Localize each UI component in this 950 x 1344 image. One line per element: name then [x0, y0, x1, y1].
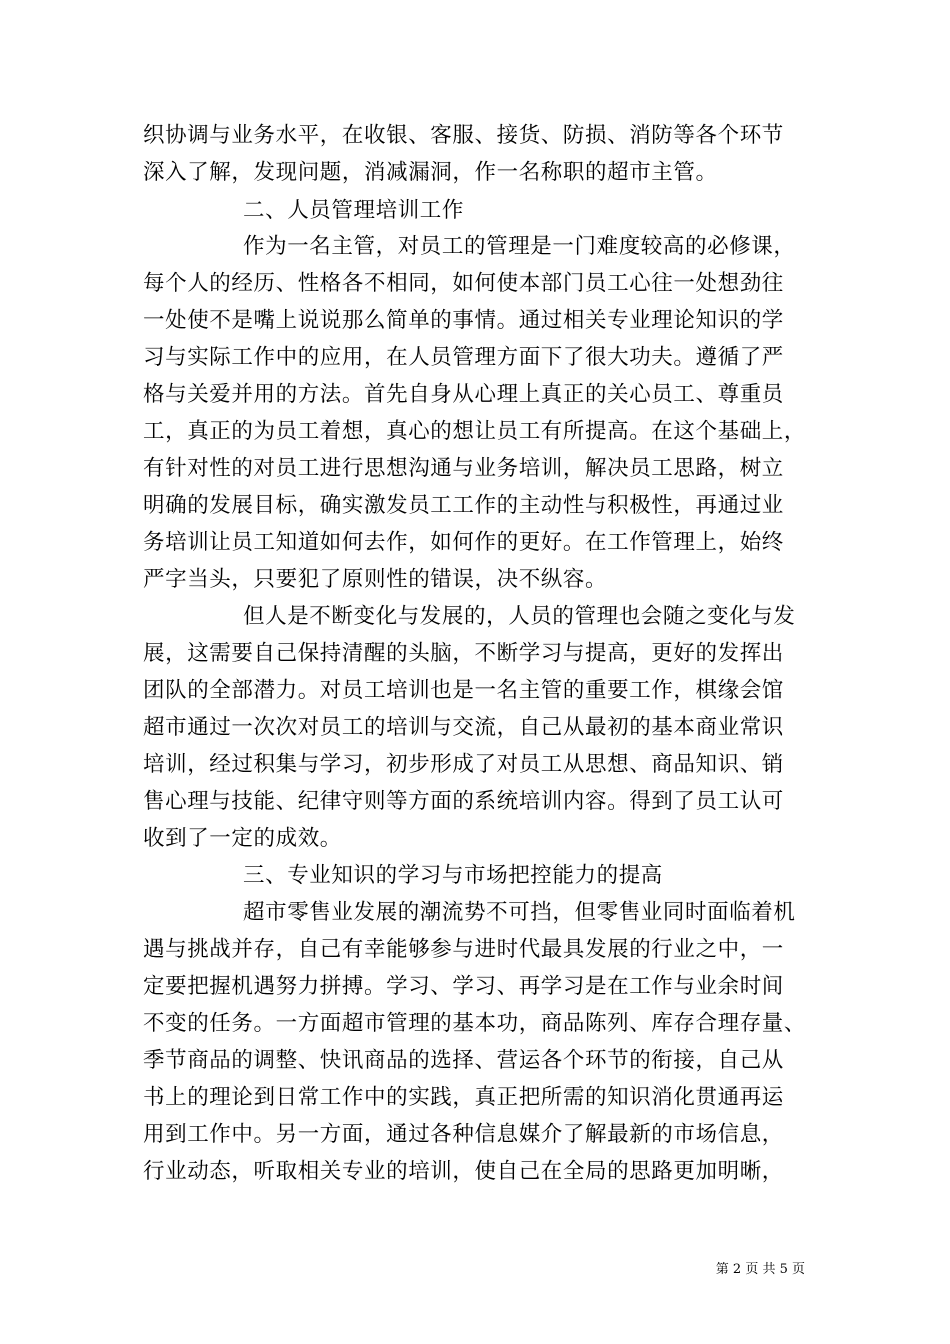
- text-line: 展，这需要自己保持清醒的头脑，不断学习与提高，更好的发挥出: [143, 641, 784, 666]
- page-number-footer: 第 2 页 共 5 页: [715, 1262, 805, 1277]
- text-line: 遇与挑战并存，自己有幸能够参与进时代最具发展的行业之中，一: [143, 937, 784, 962]
- text-line: 习与实际工作中的应用，在人员管理方面下了很大功夫。遵循了严: [143, 345, 784, 370]
- text-line: 但人是不断变化与发展的，人员的管理也会随之变化与发: [243, 604, 796, 629]
- text-line: 超市零售业发展的潮流势不可挡，但零售业同时面临着机: [243, 900, 796, 925]
- text-line: 明确的发展目标，确实激发员工工作的主动性与积极性，再通过业: [143, 493, 784, 518]
- text-line: 培训，经过积集与学习，初步形成了对员工从思想、商品知识、销: [143, 752, 784, 777]
- text-line: 定要把握机遇努力拼搏。学习、学习、再学习是在工作与业余时间: [143, 974, 784, 999]
- text-line: 工，真正的为员工着想，真心的想让员工有所提高。在这个基础上，: [143, 419, 807, 444]
- text-line: 务培训让员工知道如何去作，如何作的更好。在工作管理上，始终: [143, 530, 784, 555]
- section-heading: 三、专业知识的学习与市场把控能力的提高: [243, 863, 663, 888]
- text-line: 一处使不是嘴上说说那么简单的事情。通过相关专业理论知识的学: [143, 308, 784, 333]
- text-line: 作为一名主管，对员工的管理是一门难度较高的必修课，: [243, 234, 796, 259]
- text-line: 织协调与业务水平，在收银、客服、接货、防损、消防等各个环节: [143, 123, 784, 148]
- text-line: 书上的理论到日常工作中的实践，真正把所需的知识消化贯通再运: [143, 1085, 784, 1110]
- text-line: 每个人的经历、性格各不相同，如何使本部门员工心往一处想劲往: [143, 271, 784, 296]
- text-line: 售心理与技能、纪律守则等方面的系统培训内容。得到了员工认可: [143, 789, 784, 814]
- text-line: 格与关爱并用的方法。首先自身从心理上真正的关心员工、尊重员: [143, 382, 784, 407]
- section-heading: 二、人员管理培训工作: [243, 198, 465, 223]
- text-line: 深入了解，发现问题，消减漏洞，作一名称职的超市主管。: [143, 160, 718, 185]
- text-line: 行业动态，听取相关专业的培训，使自己在全局的思路更加明晰，: [143, 1159, 784, 1184]
- text-line: 严字当头，只要犯了原则性的错误，决不纵容。: [143, 567, 608, 592]
- text-line: 用到工作中。另一方面，通过各种信息媒介了解最新的市场信息，: [143, 1122, 784, 1147]
- text-line: 收到了一定的成效。: [143, 826, 342, 851]
- text-line: 团队的全部潜力。对员工培训也是一名主管的重要工作，棋缘会馆: [143, 678, 784, 703]
- text-line: 有针对性的对员工进行思想沟通与业务培训，解决员工思路，树立: [143, 456, 784, 481]
- text-line: 超市通过一次次对员工的培训与交流，自己从最初的基本商业常识: [143, 715, 784, 740]
- text-line: 不变的任务。一方面超市管理的基本功，商品陈列、库存合理存量、: [143, 1011, 807, 1036]
- text-line: 季节商品的调整、快讯商品的选择、营运各个环节的衔接，自己从: [143, 1048, 784, 1073]
